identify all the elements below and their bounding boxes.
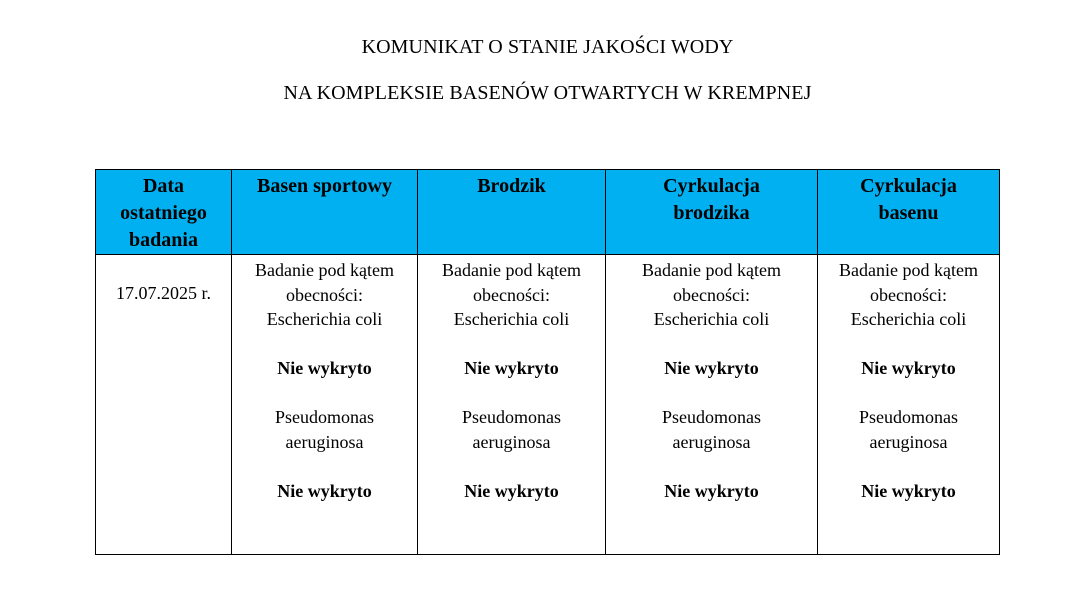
header-date-line-3: badania bbox=[129, 229, 198, 251]
document-title-line-2: NA KOMPLEKSIE BASENÓW OTWARTYCH W KREMPNEJ bbox=[283, 82, 812, 104]
header-pool-circulation-line-2: basenu bbox=[878, 202, 939, 224]
header-date-line-2: ostatniego bbox=[120, 202, 207, 224]
spacer bbox=[606, 454, 817, 479]
spacer bbox=[818, 454, 999, 479]
result-cell-paddling-circulation bbox=[606, 255, 818, 555]
header-sport-pool-label: Basen sportowy bbox=[256, 175, 392, 197]
header-pool-circulation bbox=[818, 170, 1000, 255]
result-cell-sport-pool bbox=[232, 255, 418, 555]
spacer bbox=[418, 454, 605, 479]
test-line-3: Escherichia coli bbox=[453, 309, 570, 329]
header-paddling-pool-label: Brodzik bbox=[477, 175, 546, 197]
header-paddling-pool bbox=[418, 170, 606, 255]
test-line-3: Escherichia coli bbox=[850, 309, 967, 329]
header-date-line-1: Data bbox=[142, 175, 185, 197]
header-paddling-circulation bbox=[606, 170, 818, 255]
header-paddling-circulation-line-1: Cyrkulacja bbox=[663, 175, 760, 197]
test-line-1: Badanie pod kątem bbox=[442, 260, 581, 280]
spacer bbox=[606, 332, 817, 357]
organism-line-2: aeruginosa bbox=[672, 431, 751, 452]
result-cell-pool-circulation bbox=[818, 255, 1000, 555]
header-pool-circulation-line-1: Cyrkulacja bbox=[860, 175, 957, 197]
result-pseudomonas: Nie wykryto bbox=[464, 480, 559, 501]
organism-line-2: aeruginosa bbox=[472, 431, 551, 452]
result-pseudomonas: Nie wykryto bbox=[664, 480, 759, 501]
spacer bbox=[232, 454, 417, 479]
organism-line-1: Pseudomonas bbox=[662, 407, 761, 427]
table-header-row bbox=[96, 170, 1000, 255]
result-ecoli: Nie wykryto bbox=[861, 358, 956, 378]
header-date bbox=[96, 170, 232, 255]
organism-line-1: Pseudomonas bbox=[859, 407, 958, 427]
water-quality-table bbox=[95, 169, 1000, 555]
test-line-3: Escherichia coli bbox=[266, 309, 383, 329]
result-cell-paddling-pool bbox=[418, 255, 606, 555]
spacer bbox=[818, 332, 999, 357]
organism-line-1: Pseudomonas bbox=[275, 407, 374, 427]
test-line-1: Badanie pod kątem bbox=[642, 260, 781, 280]
result-pseudomonas: Nie wykryto bbox=[277, 480, 372, 501]
test-line-3: Escherichia coli bbox=[653, 309, 770, 329]
organism-line-1: Pseudomonas bbox=[462, 407, 561, 427]
spacer bbox=[232, 332, 417, 357]
spacer bbox=[418, 381, 605, 406]
document-title-line-1: KOMUNIKAT O STANIE JAKOŚCI WODY bbox=[361, 36, 734, 58]
spacer bbox=[606, 381, 817, 406]
organism-line-2: aeruginosa bbox=[285, 431, 364, 452]
result-ecoli: Nie wykryto bbox=[464, 358, 559, 378]
date-cell: 17.07.2025 r. bbox=[96, 255, 232, 555]
spacer bbox=[818, 381, 999, 406]
test-line-2: obecności: bbox=[286, 284, 363, 305]
result-pseudomonas: Nie wykryto bbox=[861, 480, 956, 501]
test-line-2: obecności: bbox=[870, 284, 947, 305]
organism-line-2: aeruginosa bbox=[869, 431, 948, 452]
result-ecoli: Nie wykryto bbox=[277, 358, 372, 378]
result-ecoli: Nie wykryto bbox=[664, 358, 759, 378]
test-line-1: Badanie pod kątem bbox=[255, 260, 394, 280]
test-line-2: obecności: bbox=[673, 284, 750, 305]
header-paddling-circulation-line-2: brodzika bbox=[673, 202, 750, 224]
spacer bbox=[232, 381, 417, 406]
table-row bbox=[96, 255, 1000, 555]
test-line-1: Badanie pod kątem bbox=[839, 260, 978, 280]
test-line-2: obecności: bbox=[473, 284, 550, 305]
header-sport-pool bbox=[232, 170, 418, 255]
spacer bbox=[418, 332, 605, 357]
